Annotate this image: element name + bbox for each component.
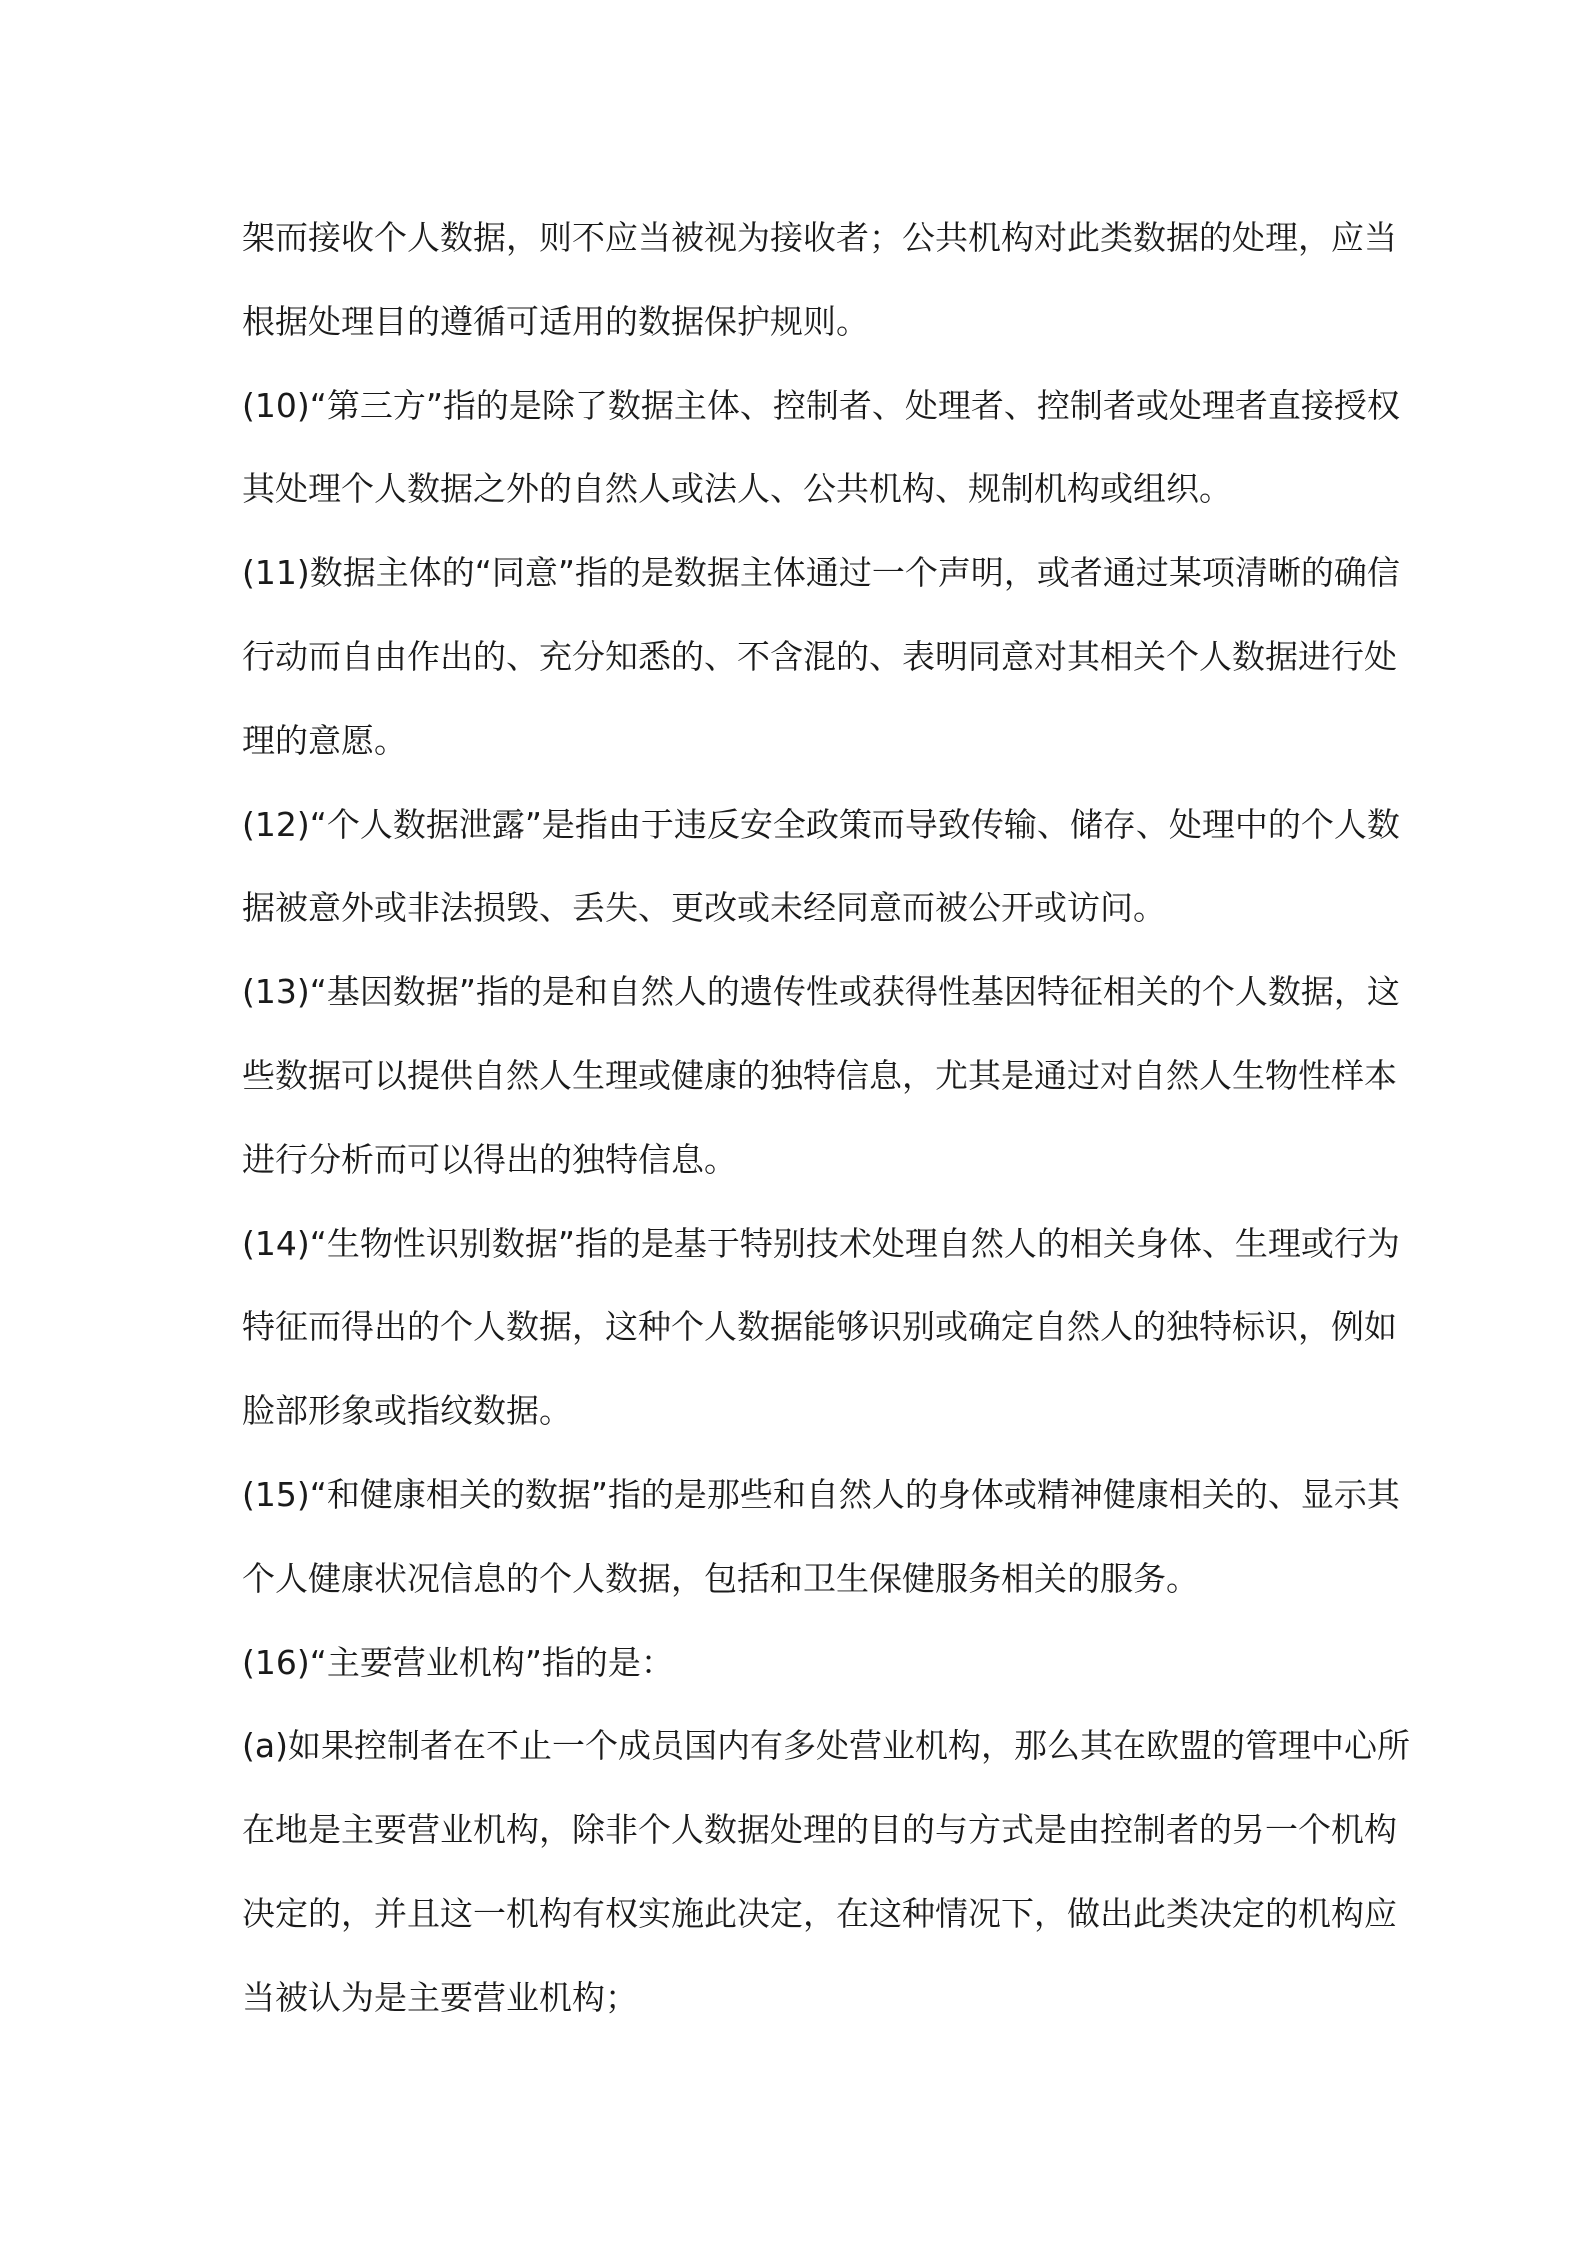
text-line: (10)“第三方”指的是除了数据主体、控制者、处理者、控制者或处理者直接授权 (242, 385, 1400, 425)
text-line: 架而接收个人数据，则不应当被视为接收者；公共机构对此类数据的处理，应当 (242, 218, 1397, 257)
text-line: 个人健康状况信息的个人数据，包括和卫生保健服务相关的服务。 (242, 1558, 1199, 1598)
text-line: (11)数据主体的“同意”指的是数据主体通过一个声明，或者通过某项清晰的确信 (242, 553, 1400, 593)
text-line: 据被意外或非法损毁、丢失、更改或未经同意而被公开或访问。 (242, 888, 1166, 928)
text-line: 当被认为是主要营业机构； (242, 1977, 638, 2017)
text-line: 根据处理目的遵循可适用的数据保护规则。 (242, 301, 869, 341)
text-line: (15)“和健康相关的数据”指的是那些和自然人的身体或精神健康相关的、显示其 (242, 1474, 1400, 1514)
text-line: 理的意愿。 (242, 720, 407, 760)
text-line: (13)“基因数据”指的是和自然人的遗传性或获得性基因特征相关的个人数据，这 (242, 972, 1400, 1012)
text-line: 行动而自由作出的、充分知悉的、不含混的、表明同意对其相关个人数据进行处 (242, 636, 1397, 676)
text-line: 进行分析而可以得出的独特信息。 (242, 1139, 737, 1179)
text-line: 其处理个人数据之外的自然人或法人、公共机构、规制机构或组织。 (242, 469, 1232, 509)
text-line: (a)如果控制者在不止一个成员国内有多处营业机构，那么其在欧盟的管理中心所 (242, 1726, 1410, 1766)
text-line: 些数据可以提供自然人生理或健康的独特信息，尤其是通过对自然人生物性样本 (242, 1055, 1397, 1095)
text-line: (16)“主要营业机构”指的是： (242, 1642, 674, 1682)
document-page (242, 212, 1410, 2056)
text-line: 脸部形象或指纹数据。 (242, 1391, 572, 1431)
text-line: 在地是主要营业机构，除非个人数据处理的目的与方式是由控制者的另一个机构 (242, 1810, 1397, 1850)
text-line: (12)“个人数据泄露”是指由于违反安全政策而导致传输、储存、处理中的个人数 (242, 804, 1400, 844)
text-line: 决定的，并且这一机构有权实施此决定，在这种情况下，做出此类决定的机构应 (242, 1893, 1397, 1933)
text-line: 特征而得出的个人数据，这种个人数据能够识别或确定自然人的独特标识，例如 (242, 1307, 1397, 1347)
text-line: (14)“生物性识别数据”指的是基于特别技术处理自然人的相关身体、生理或行为 (242, 1223, 1400, 1263)
